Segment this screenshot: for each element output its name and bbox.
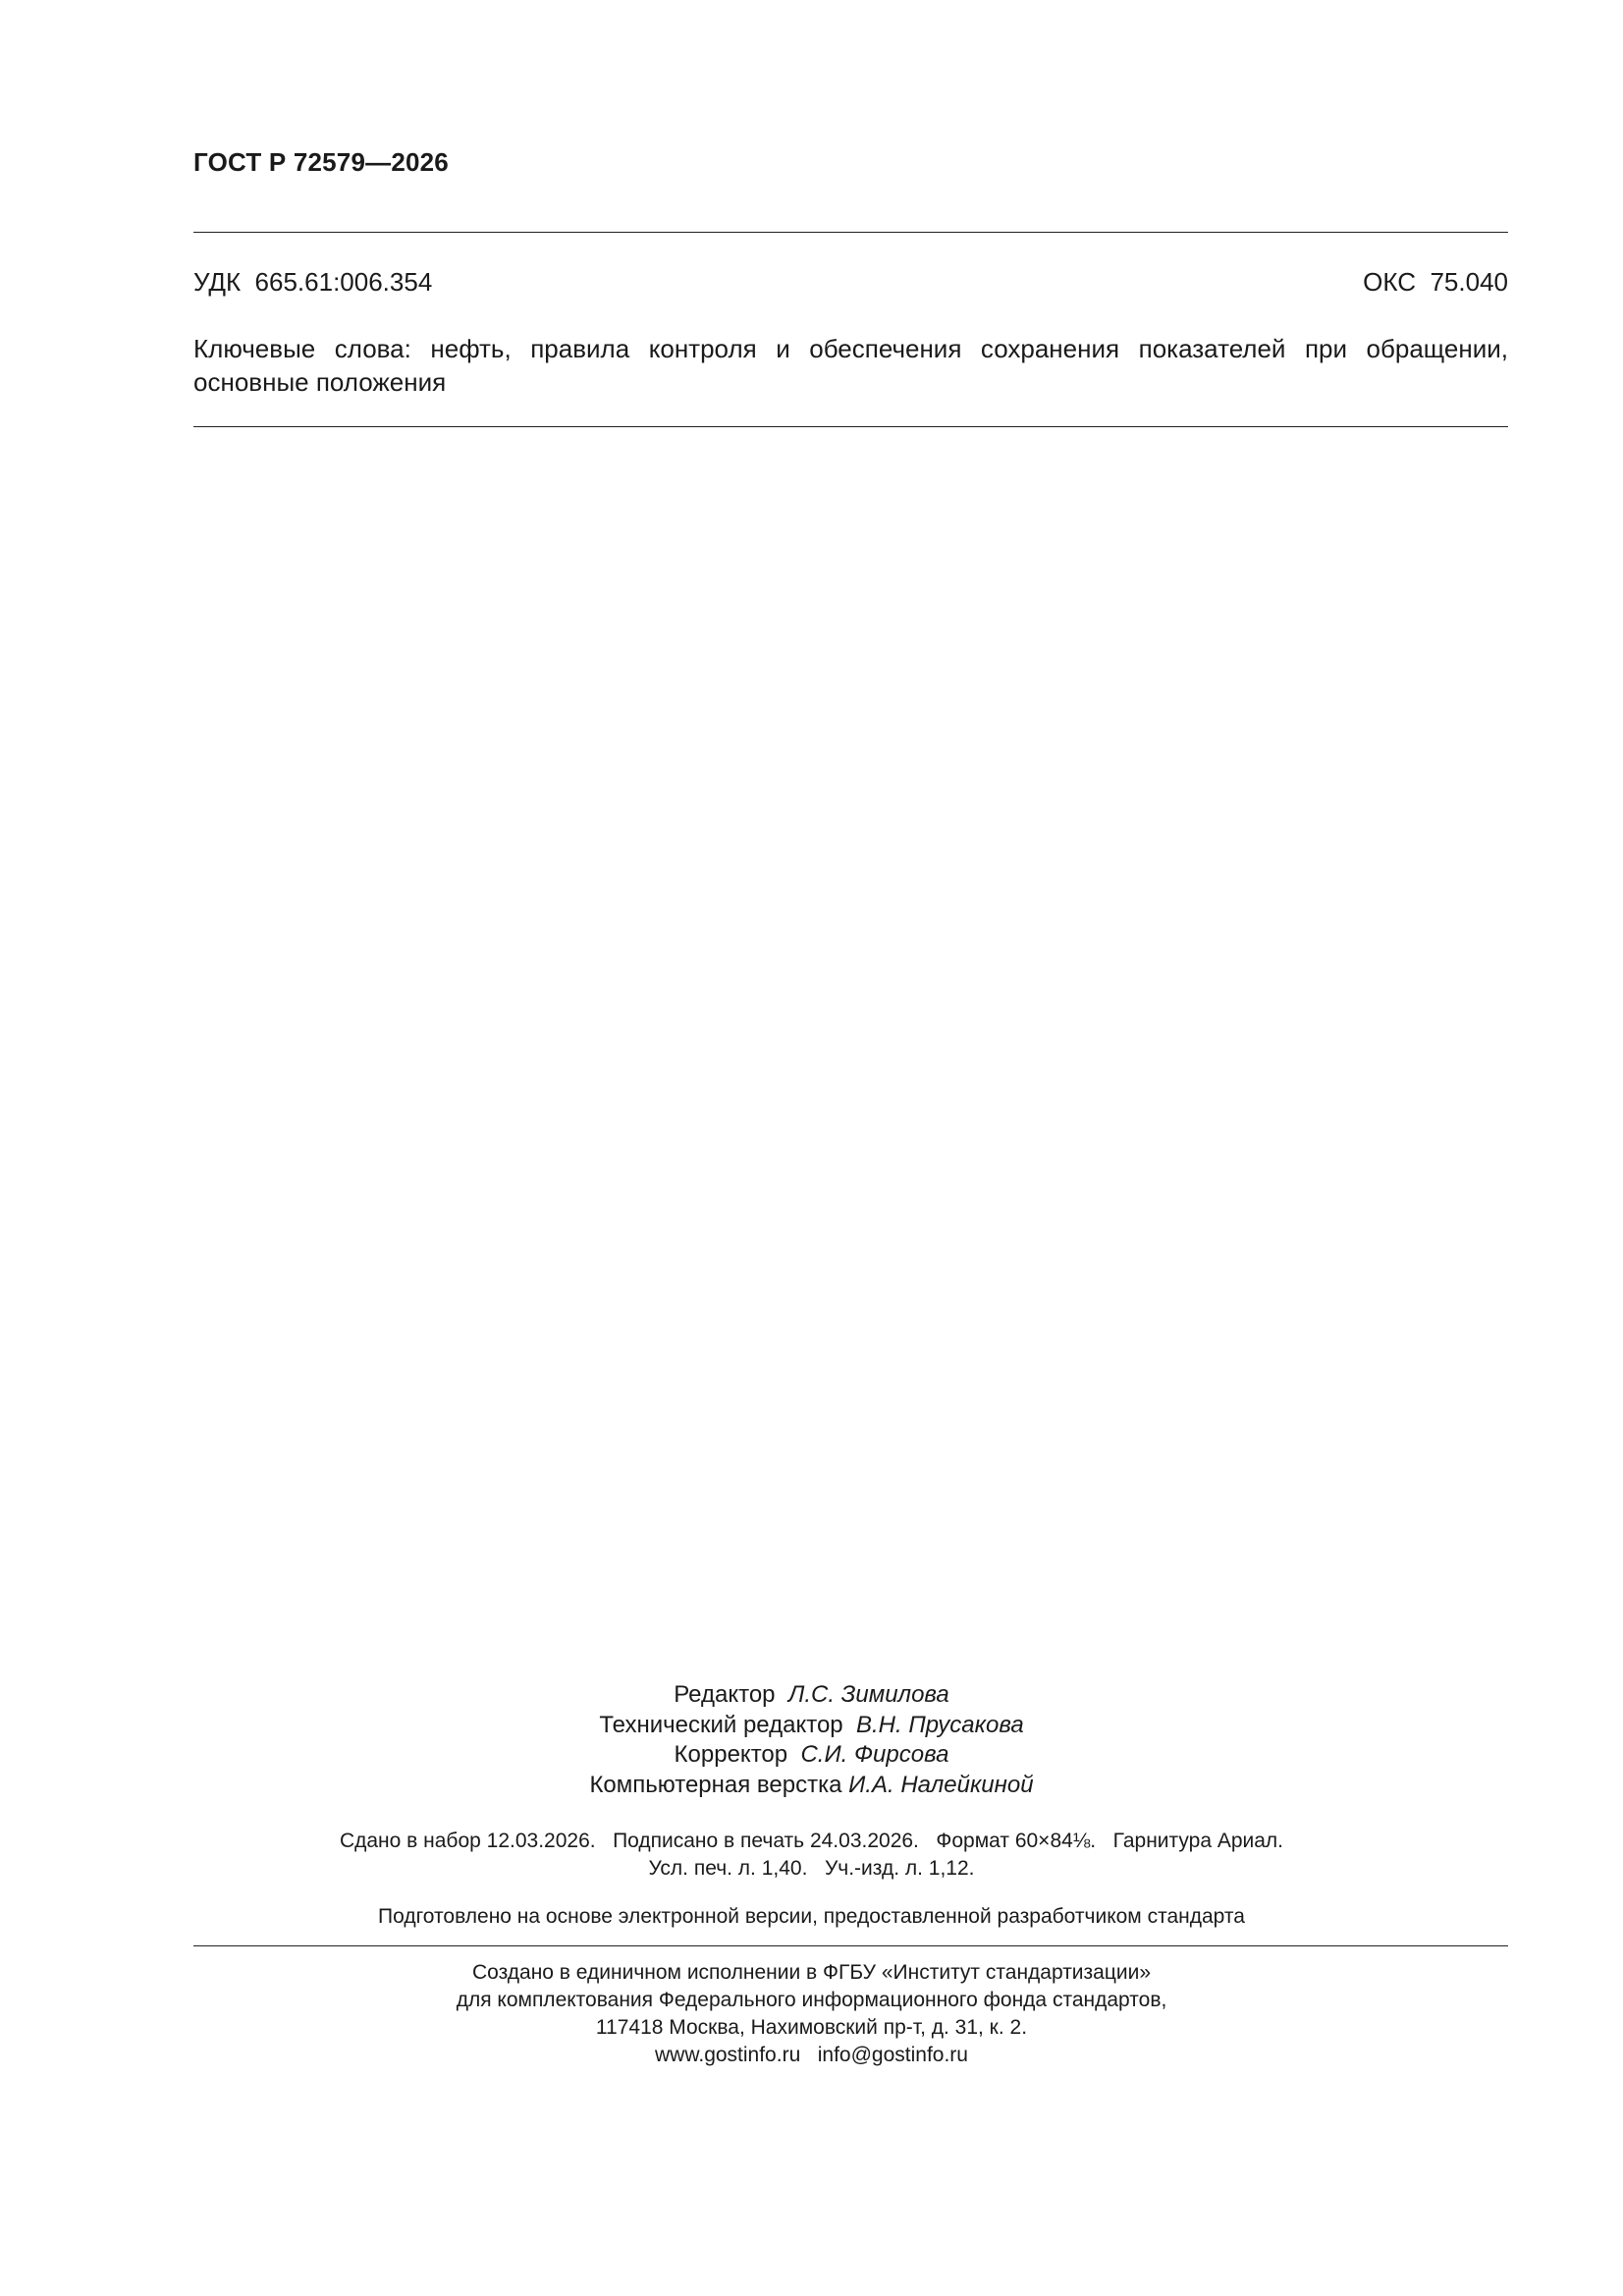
credit-layout bbox=[0, 1771, 1623, 1801]
layout-label: Компьютерная верстка bbox=[589, 1771, 842, 1798]
document-code: ГОСТ Р 72579—2026 bbox=[193, 147, 449, 177]
divider-keywords bbox=[193, 426, 1508, 427]
publisher-address: 117418 Москва, Нахимовский пр-т, д. 31, к. 2. bbox=[595, 2016, 1028, 2039]
udk-code: УДК 665.61:006.354 bbox=[193, 267, 433, 297]
editor-label: Редактор bbox=[674, 1681, 776, 1708]
publisher-contacts: www.gostinfo.ru info@gostinfo.ru bbox=[655, 2044, 968, 2066]
print-info-block bbox=[0, 1828, 1623, 1883]
publisher-block bbox=[0, 1959, 1623, 2069]
print-info-line: Сдано в набор 12.03.2026. Подписано в печать 24.03.2026. Формат 60×84⅛. Гарнитура Ариал. bbox=[339, 1830, 1284, 1852]
tech-editor-label: Технический редактор bbox=[599, 1711, 843, 1738]
prepared-note: Подготовлено на основе электронной версии, предоставленной разработчиком стандарта bbox=[378, 1905, 1245, 1928]
credit-tech-editor bbox=[0, 1711, 1623, 1741]
credit-editor bbox=[0, 1680, 1623, 1711]
corrector-name: С.И. Фирсова bbox=[800, 1741, 949, 1768]
keywords-text: Ключевые слова: нефть, правила контроля и обеспечения сохранения показателей при обращении, основные положения bbox=[193, 334, 1508, 397]
tech-editor-name: В.Н. Прусакова bbox=[856, 1711, 1024, 1738]
publisher-line: Создано в единичном исполнении в ФГБУ «Институт стандартизации» bbox=[471, 1961, 1152, 1984]
print-info-line: Усл. печ. л. 1,40. Уч.-изд. л. 1,12. bbox=[648, 1857, 975, 1880]
layout-name: И.А. Налейкиной bbox=[848, 1771, 1034, 1798]
credits-block bbox=[0, 1680, 1623, 1800]
publisher-line: для комплектования Федерального информационного фонда стандартов, bbox=[456, 1989, 1167, 2011]
divider-top bbox=[193, 232, 1508, 233]
divider-bottom bbox=[193, 1945, 1508, 1946]
oks-code: ОКС 75.040 bbox=[1363, 267, 1508, 297]
corrector-label: Корректор bbox=[674, 1741, 788, 1768]
editor-name: Л.С. Зимилова bbox=[787, 1681, 949, 1708]
credit-corrector bbox=[0, 1740, 1623, 1771]
